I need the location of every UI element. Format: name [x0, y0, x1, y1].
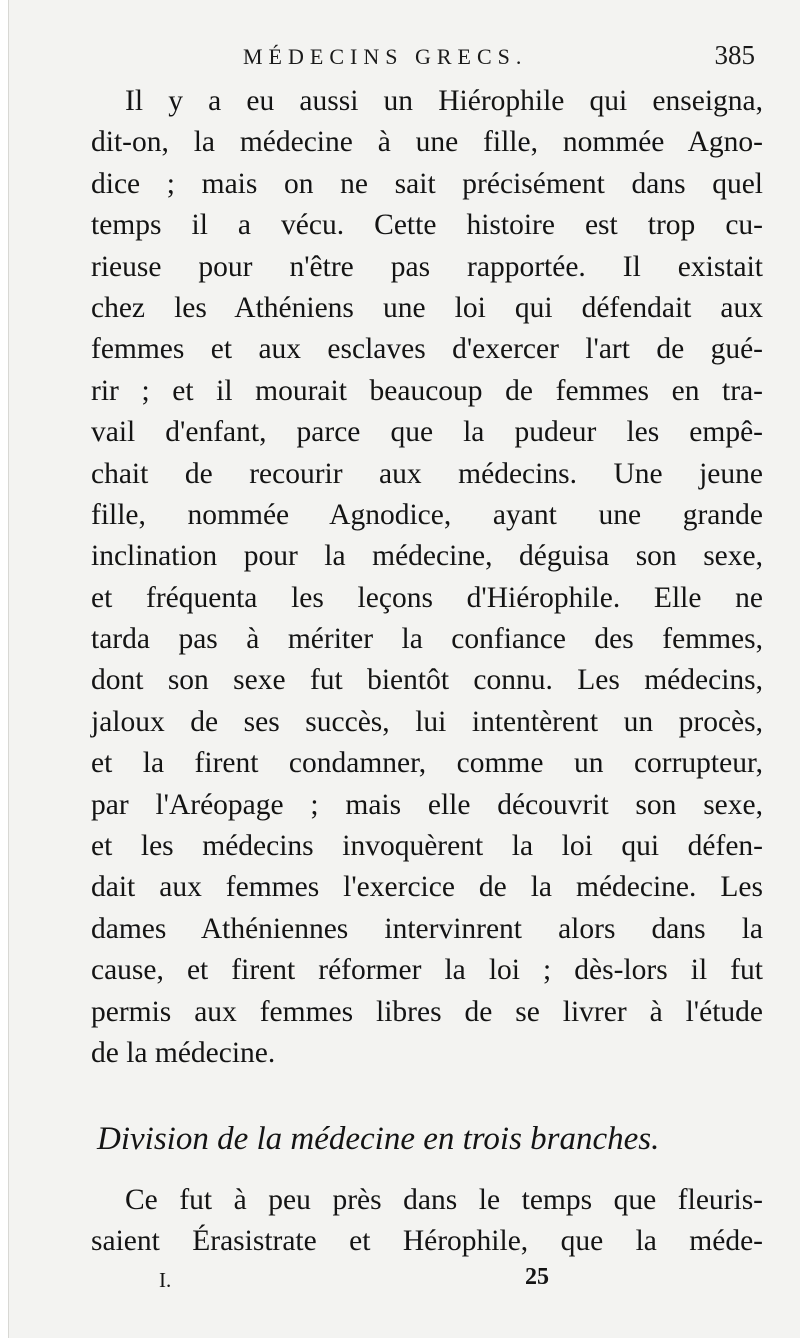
- text-line: femmes et aux esclaves d'exercer l'art de gué-: [91, 333, 763, 366]
- text-line: Il y a eu aussi un Hiérophile qui enseigna,: [125, 85, 763, 117]
- book-page: [8, 0, 800, 1338]
- paragraph-branches: [91, 1180, 763, 1263]
- text-line: dames Athéniennes intervinrent alors dans la: [91, 912, 763, 945]
- text-line: et les médecins invoquèrent la loi qui défen-: [91, 830, 763, 863]
- text-line: et la firent condamner, comme un corrupteur,: [91, 747, 763, 780]
- text-line: temps il a vécu. Cette histoire est trop cu-: [91, 209, 763, 242]
- text-line: saient Érasistrate et Hérophile, que la méde-: [91, 1225, 763, 1258]
- signature-mark: I.: [159, 1268, 172, 1292]
- text-line: cause, et firent réformer la loi ; dès-lors il fut: [91, 954, 763, 987]
- paragraph-agnodice: [91, 81, 763, 1074]
- text-line: et fréquenta les leçons d'Hiérophile. Elle ne: [91, 581, 763, 614]
- page-number: 385: [714, 40, 755, 70]
- text-line: Ce fut à peu près dans le temps que fleuris-: [125, 1184, 763, 1216]
- text-line: dont son sexe fut bientôt connu. Les médecins,: [91, 664, 763, 697]
- text-line: permis aux femmes libres de se livrer à l'étude: [91, 995, 763, 1028]
- text-line: fille, nommée Agnodice, ayant une grande: [91, 498, 763, 531]
- text-line: jaloux de ses succès, lui intentèrent un procès,: [91, 705, 763, 738]
- text-line: chez les Athéniens une loi qui défendait aux: [91, 291, 763, 324]
- text-line: inclination pour la médecine, déguisa son sexe,: [91, 540, 763, 573]
- text-line: tarda pas à mériter la confiance des femmes,: [91, 623, 763, 656]
- text-line: rieuse pour n'être pas rapportée. Il existait: [91, 250, 763, 283]
- text-line: par l'Aréopage ; mais elle découvrit son sexe,: [91, 788, 763, 821]
- running-head-title: MÉDECINS GRECS.: [243, 44, 528, 69]
- text-line: dit-on, la médecine à une fille, nommée Agno-: [91, 126, 763, 159]
- section-heading: Division de la médecine en trois branches.: [97, 1121, 660, 1157]
- text-line: de la médecine.: [91, 1036, 276, 1069]
- text-line: chait de recourir aux médecins. Une jeune: [91, 457, 763, 490]
- text-line: rir ; et il mourait beaucoup de femmes en tra-: [91, 374, 763, 407]
- text-line: dice ; mais on ne sait précisément dans quel: [91, 167, 763, 200]
- text-line: dait aux femmes l'exercice de la médecine. Les: [91, 871, 763, 904]
- folio-number: 25: [525, 1264, 549, 1290]
- text-line: vail d'enfant, parce que la pudeur les empê-: [91, 416, 763, 449]
